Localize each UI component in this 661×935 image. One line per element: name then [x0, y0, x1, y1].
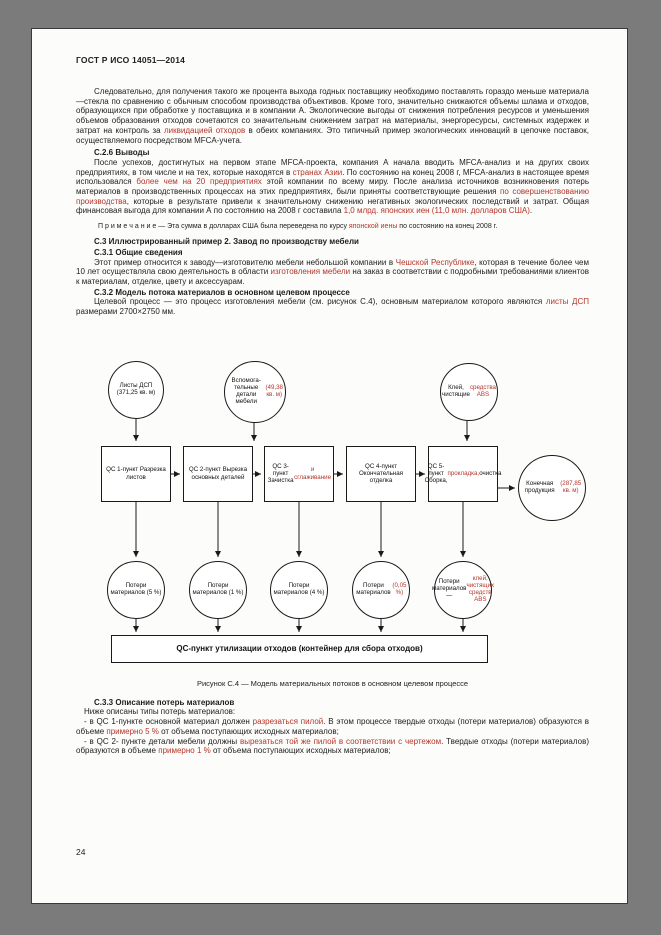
term-link[interactable]: ликвидацией отходов: [163, 125, 246, 135]
term-link[interactable]: (0,05 %): [392, 581, 407, 596]
text-run: Потери материалов—: [431, 578, 467, 600]
node-waste-disposal: [111, 635, 488, 663]
term-link[interactable]: более чем на 20 предприятиях: [136, 177, 262, 187]
text-run: этой компании по всему миру. После анализа источников возникновения потерь материалов в производственных процессах на этих предприятиях, были приняты соответствующие решения: [76, 177, 590, 197]
text-run: очистка: [479, 470, 502, 478]
note-paragraph: [76, 222, 589, 231]
node-loss-1: [107, 561, 165, 619]
text-run: QC 5-пункт Сборка,: [424, 462, 448, 485]
node-qc4-finishing: [346, 446, 416, 502]
text-run: Потери материалов (1 %): [192, 581, 244, 596]
text-run: на заказ в соответствии с подробными требованиями клиентов к материалам, отделке, цвету и аксессуарам.: [76, 267, 589, 286]
text-run: от объема поступающих исходных материалов;: [158, 726, 339, 736]
text-run: Потери материалов (5 %): [110, 581, 162, 596]
text-run: Листы ДСП (371,25 кв. м): [116, 381, 156, 396]
paragraph-c32: [76, 297, 589, 316]
text-run: Вспомога- тельные детали мебели: [231, 376, 261, 405]
term-link[interactable]: вырезаться той же пилой в соответствии с чертежом: [239, 736, 442, 746]
text-run: Следовательно, для получения такого же процента выхода годных поставщику необходимо поставлять гораздо меньше материала—стекла по сравнению с обычным способом производства объективов. Кроме того, значительно снижаются объемы шлама и отходов, образующихся при обработке у поставщика и в компании А. Экологические выгоды от снижения потребления ресурсов и уменьшения объемов образования отходов сочетаются со значительным снижением затрат на материалы, энергоресурсы, системных издержек и затрат на контроль за: [76, 87, 589, 135]
node-input-auxiliary-parts: [224, 361, 286, 423]
text-run: . Твердые отходы (потери материалов) образуются в объеме: [76, 736, 589, 756]
text-run: Клей, чистящие: [442, 383, 470, 398]
text-run: Потери материалов: [356, 581, 391, 596]
text-run: по состоянию на конец 2008 г.: [397, 223, 498, 231]
text-run: , которая в течение более чем 10 лет осуществляла свою деятельность в области: [76, 257, 590, 277]
term-link[interactable]: (49,38 кв. м): [265, 383, 283, 398]
term-link[interactable]: 1,0 млрд. японских иен (11,0 млн. долларов США): [343, 206, 530, 216]
term-link[interactable]: (287,85 кв. м): [560, 479, 582, 494]
paragraph-c26: [76, 158, 589, 216]
text-run: - в QC 2- пункте детали мебели должны: [84, 736, 240, 746]
text-run: .: [529, 206, 533, 216]
text-run: , которые в результате привели к значительному снижению негативных экологических последствий и затрат. Общая финансовая выгода для компании А по состоянию на 2008 г составила: [76, 196, 589, 216]
text-run: . В этом процессе твердые отходы (потери материалов) образуются в объеме: [76, 717, 589, 736]
paragraph-c33-intro: Ниже описаны типы потерь материалов:: [84, 707, 236, 717]
node-loss-2: [189, 561, 247, 619]
figure-caption: Рисунок С.4 — Модель материальных потоков в основном целевом процессе: [196, 678, 469, 688]
heading-c3: С.3 Иллюстрированный пример 2. Завод по производству мебели: [94, 237, 359, 247]
node-final-product: [518, 455, 586, 521]
heading-c33: С.3.3 Описание потерь материалов: [94, 697, 235, 707]
node-qc5-assembly: [424, 446, 502, 502]
paragraph-c31: [76, 258, 589, 287]
text-run: QC-пункт утилизации отходов (контейнер для сбора отходов): [176, 644, 423, 654]
text-run: QC 4-пункт Окончательная отделка: [358, 462, 404, 485]
text-run: Потери материалов (4 %): [273, 581, 325, 596]
term-link[interactable]: странах Азии: [292, 167, 343, 177]
bullet-qc1-losses: [76, 717, 589, 736]
text-run: Этот пример относится к заводу—изготовителю мебели небольшой компании в: [94, 257, 396, 267]
text-run: Конечная продукция: [524, 479, 555, 494]
term-link[interactable]: примерно 5 %: [106, 726, 159, 736]
heading-c32: С.3.2 Модель потока материалов в основном целевом процессе: [94, 287, 350, 297]
term-link[interactable]: и сглаживание: [294, 466, 332, 481]
document-page: [31, 28, 628, 904]
text-run: П р и м е ч а н и е — Эта сумма в долларах США была переведена по курсу: [98, 223, 349, 231]
term-link[interactable]: средства ABS: [469, 383, 496, 398]
term-link[interactable]: листы ДСП: [545, 297, 590, 307]
node-loss-4: [352, 561, 410, 619]
node-qc2-carving: [183, 446, 253, 502]
term-link[interactable]: изготовления мебели: [270, 267, 351, 277]
term-link[interactable]: Чешской Республике: [395, 257, 475, 267]
node-loss-3: [270, 561, 328, 619]
flow-arrows: [96, 359, 592, 667]
document-header: ГОСТ Р ИСО 14051—2014: [76, 55, 186, 65]
node-input-dsp-sheets: [108, 361, 164, 419]
heading-c31: С.3.1 Общие сведения: [94, 247, 183, 257]
term-link[interactable]: по совершенствованию производства: [76, 187, 590, 206]
heading-c26: С.2.6 Выводы: [94, 148, 150, 158]
term-link[interactable]: примерно 1 %: [158, 746, 211, 756]
term-link[interactable]: японской иены: [348, 223, 398, 231]
text-run: от объема поступающих исходных материалов;: [210, 746, 391, 756]
text-run: . По состоянию на конец 2008 г, MFCA-анализ в настоящее время использовался: [76, 167, 589, 187]
term-link[interactable]: разрезаться пилой: [252, 717, 324, 727]
text-run: QC 3-пункт Зачистка: [267, 462, 294, 485]
text-run: После успехов, достигнутых на первом этапе MFCA-проекта, компания А начала вводить MFCA-анализ и на других своих предприятиях, в том числе и на тех, которые находятся в: [76, 157, 589, 177]
paragraph-supplier-glass: [76, 87, 589, 145]
bullet-qc2-losses: [76, 737, 589, 756]
node-loss-5: [431, 561, 495, 619]
text-run: QC 2-пункт Вырезка основных деталей: [188, 466, 248, 481]
term-link[interactable]: клей, чистящих средств ABS: [466, 574, 495, 603]
text-run: - в QC 1-пункте основной материал должен: [84, 717, 253, 727]
page-number: 24: [76, 847, 86, 857]
text-run: в обеих компаниях. Это типичный пример экологических инноваций в цепочке поставок, осуществляемого посредством MFCA-учета.: [76, 125, 590, 145]
figure-c4-diagram: [96, 359, 592, 667]
text-run: размерами 2700×2750 мм.: [76, 307, 176, 317]
text-run: Целевой процесс — это процесс изготовления мебели (см. рисунок С.4), основным материалом которого являются: [94, 297, 546, 307]
term-link[interactable]: прокладка,: [447, 470, 480, 478]
node-qc3-smoothing: [264, 446, 334, 502]
node-qc1-cutting: [101, 446, 171, 502]
node-input-glue-abs: [440, 363, 498, 421]
text-run: QC 1-пункт Разрезка листов: [106, 466, 166, 481]
